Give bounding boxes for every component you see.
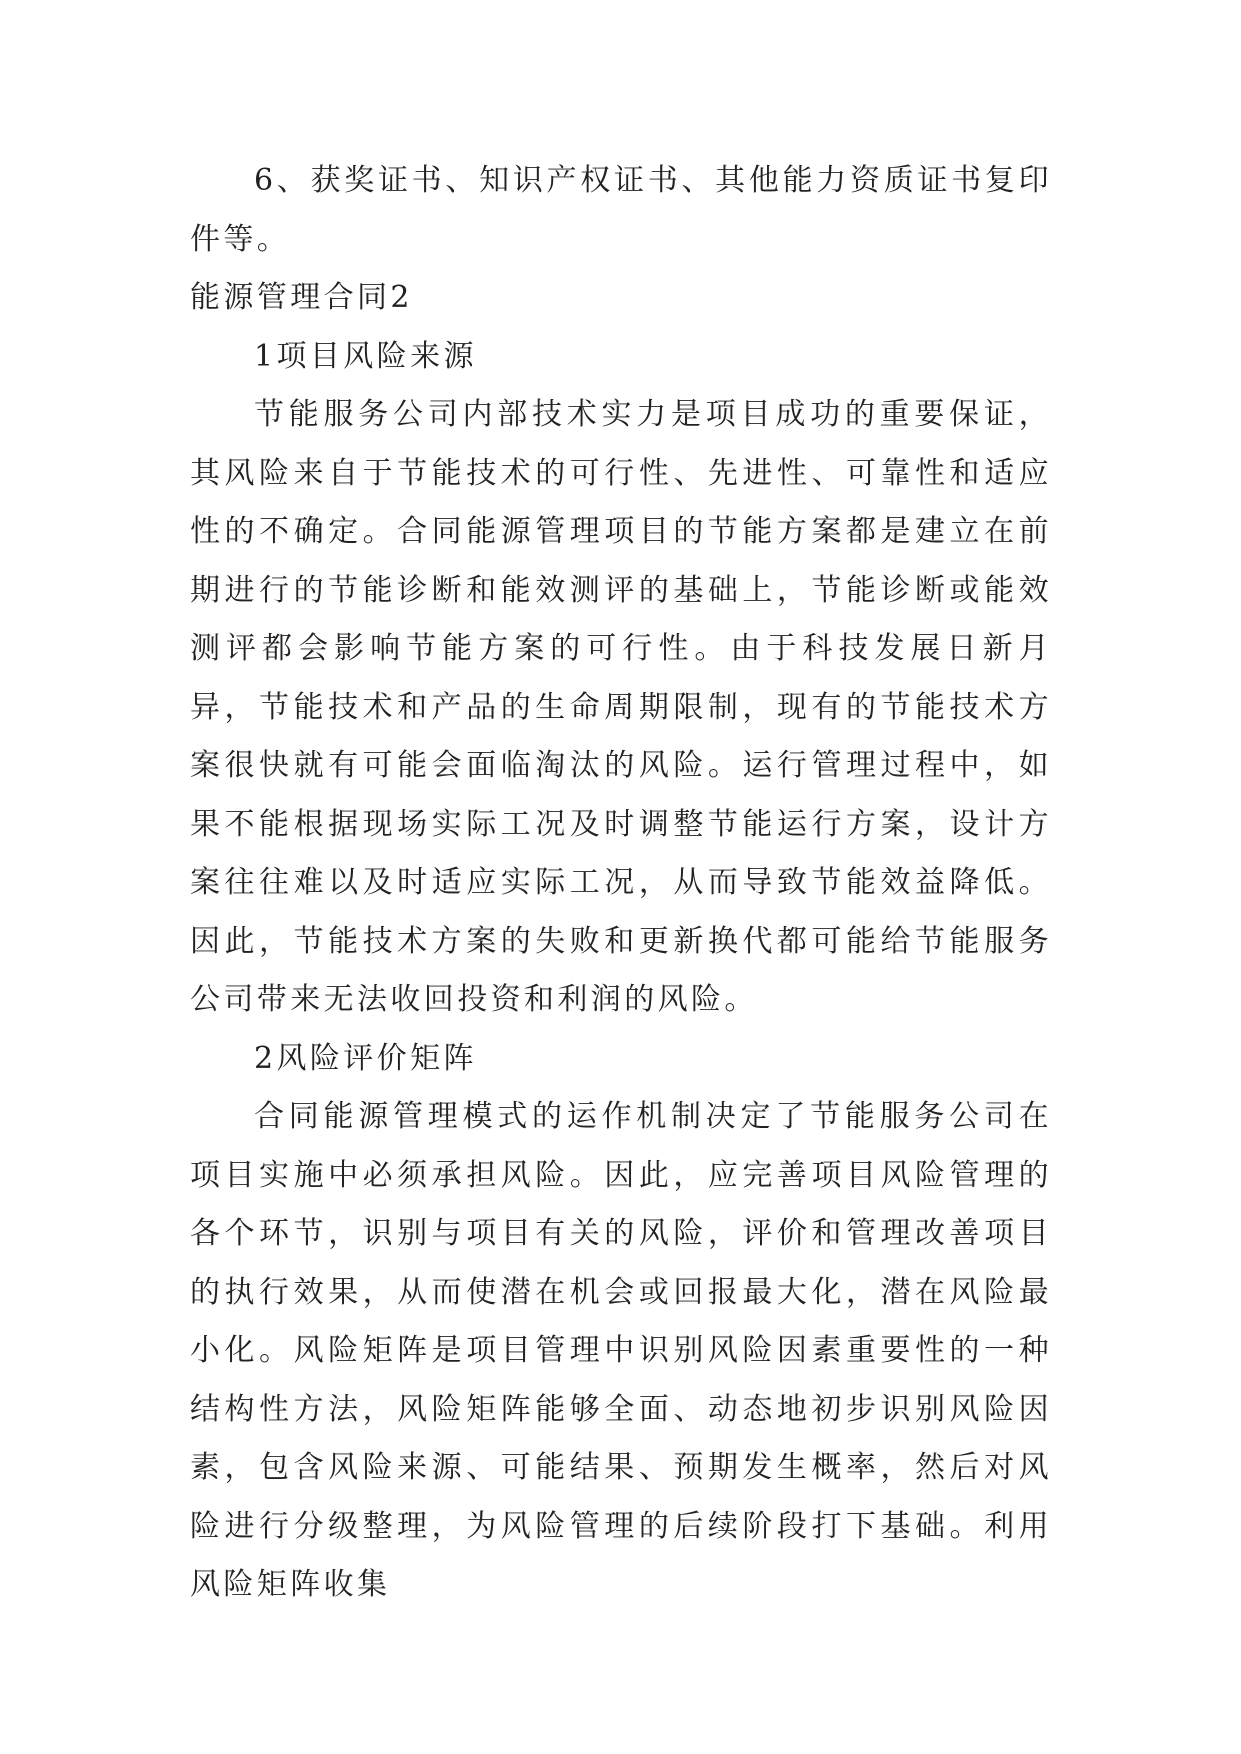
paragraph-risk-matrix: 合同能源管理模式的运作机制决定了节能服务公司在项目实施中必须承担风险。因此，应完善项目风险管理的各个环节，识别与项目有关的风险，评价和管理改善项目的执行效果，从而使潜在机会或回报最大化，潜在风险最小化。风险矩阵是项目管理中识别风险因素重要性的一种结构性方法，风险矩阵能够全面、动态地初步识别风险因素，包含风险来源、可能结果、预期发生概率，然后对风险进行分级整理，为风险管理的后续阶段打下基础。利用风险矩阵收集 [190,1099,1052,1602]
list-item-6: 6、获奖证书、知识产权证书、其他能力资质证书复印件等。 [190,163,1052,257]
section-heading-risk-source: 1项目风险来源 [254,338,477,374]
document-body [190,152,1052,1615]
paragraph-risk-source: 节能服务公司内部技术实力是项目成功的重要保证，其风险来自于节能技术的可行性、先进性、可靠性和适应性的不确定。合同能源管理项目的节能方案都是建立在前期进行的节能诊断和能效测评的基础上，节能诊断或能效测评都会影响节能方案的可行性。由于科技发展日新月异，节能技术和产品的生命周期限制，现有的节能技术方案很快就有可能会面临淘汰的风险。运行管理过程中，如果不能根据现场实际工况及时调整节能运行方案，设计方案往往难以及时适应实际工况，从而导致节能效益降低。因此，节能技术方案的失败和更新换代都可能给节能服务公司带来无法收回投资和利润的风险。 [190,397,1052,1017]
contract-title: 能源管理合同2 [190,280,413,315]
section-heading-risk-matrix: 2风险评价矩阵 [254,1040,477,1076]
